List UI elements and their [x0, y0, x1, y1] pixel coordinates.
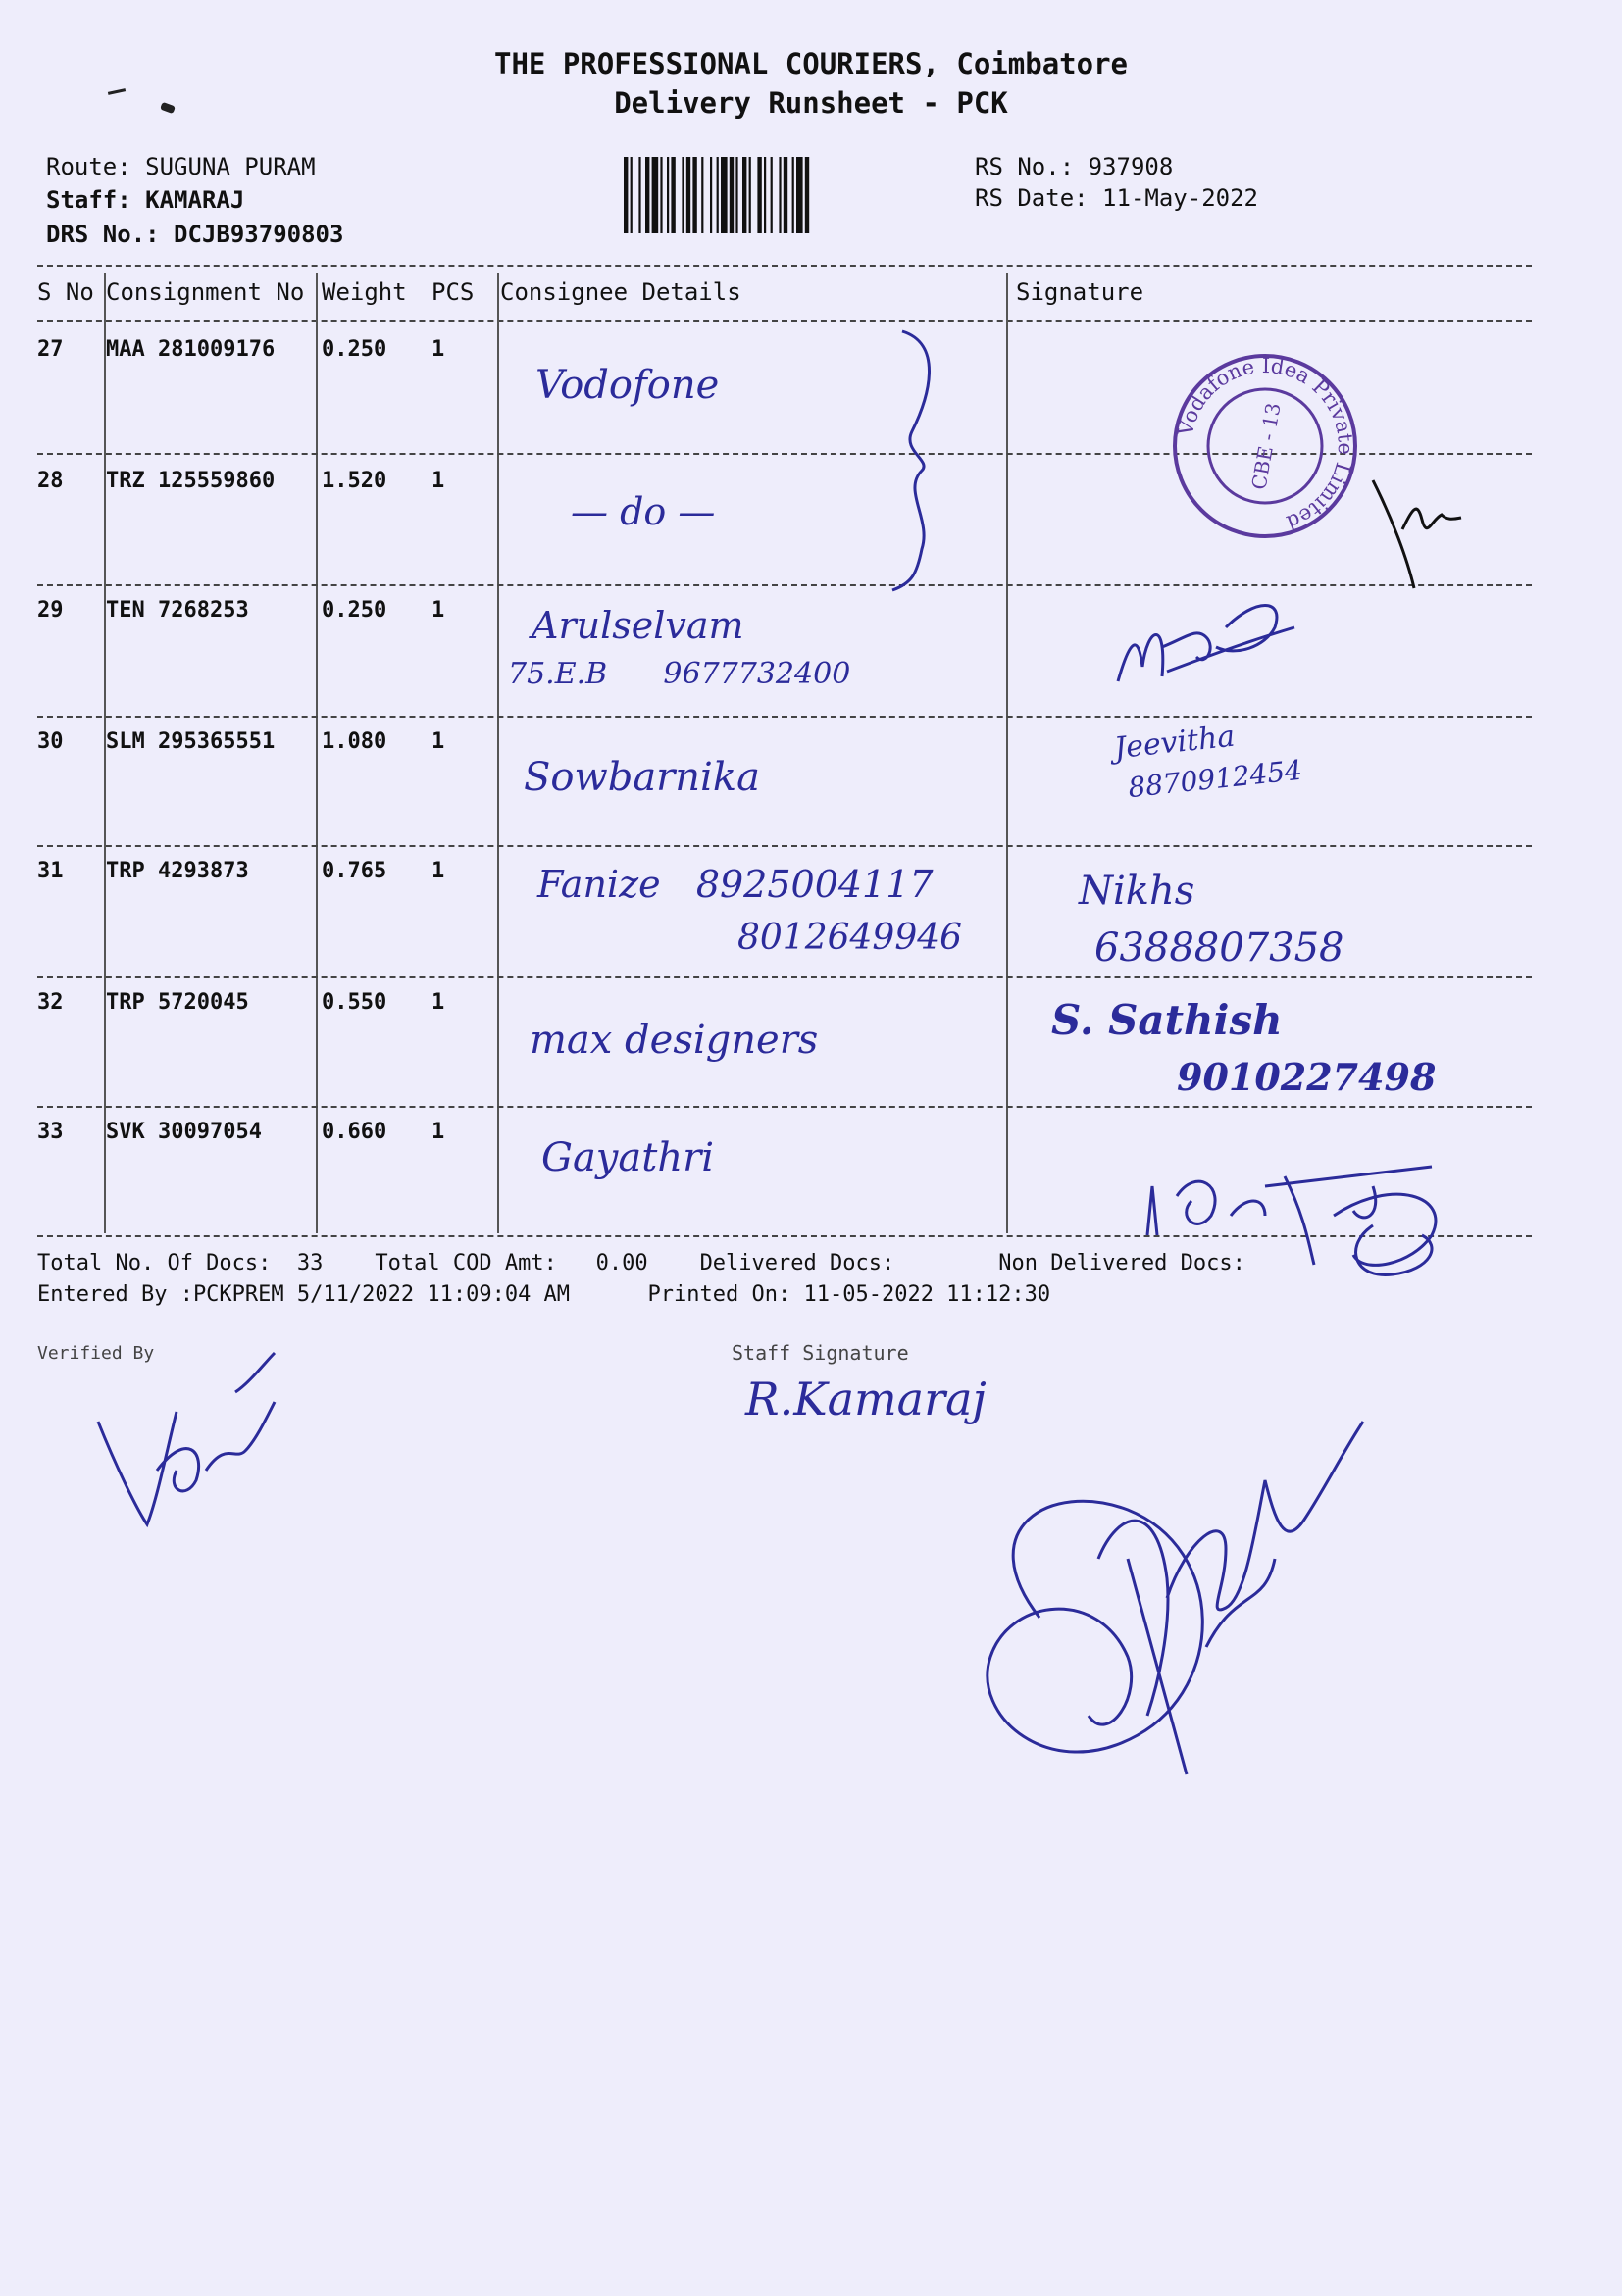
barcode-bar	[805, 157, 809, 233]
table-row	[0, 333, 1622, 451]
stamp-text: Vodafone Idea Private Limited	[1173, 353, 1358, 535]
non-delivered-docs-label: Non Delivered Docs:	[998, 1251, 1245, 1275]
total-docs-label: Total No. Of Docs:	[37, 1251, 272, 1275]
signature-row-29	[1108, 588, 1304, 696]
stamp-code: CBE - 13	[1246, 401, 1286, 492]
col-header-consignment: Consignment No	[106, 278, 305, 306]
row-weight: 1.520	[322, 469, 387, 493]
row-rule	[37, 976, 1532, 978]
row-weight: 0.550	[322, 990, 387, 1015]
printed-on: Printed On: 11-05-2022 11:12:30	[647, 1282, 1051, 1307]
table-row	[0, 986, 1622, 1104]
barcode-bar	[735, 157, 737, 233]
total-cod-value: 0.00	[595, 1251, 648, 1275]
barcode-bar	[757, 157, 761, 233]
rs-date-line	[975, 184, 1258, 212]
row-consignee: — do —	[571, 490, 716, 533]
barcode-bar	[682, 157, 684, 233]
row-sno: 28	[37, 469, 64, 493]
delivered-docs-label: Delivered Docs:	[699, 1251, 895, 1275]
barcode-bar	[771, 157, 773, 233]
row-consignment: TRP 5720045	[106, 990, 249, 1015]
row-pcs: 1	[431, 598, 445, 623]
row-pcs: 1	[431, 729, 445, 754]
rs-no-line	[975, 153, 1173, 180]
row-sno: 29	[37, 598, 64, 623]
row-sno: 32	[37, 990, 64, 1015]
staff-line	[46, 186, 244, 214]
barcode-bar	[710, 157, 712, 233]
table-row	[0, 855, 1622, 973]
route-value: SUGUNA PURAM	[145, 153, 316, 180]
footer-totals	[37, 1251, 1245, 1275]
barcode-bar	[671, 157, 675, 233]
row-receiver-name: Nikhs	[1079, 869, 1195, 914]
row-consignment: SLM 295365551	[106, 729, 276, 754]
row-weight: 0.250	[322, 598, 387, 623]
row-pcs: 1	[431, 337, 445, 362]
row-pcs: 1	[431, 1120, 445, 1144]
row-sno: 30	[37, 729, 64, 754]
barcode-bar	[784, 157, 787, 233]
row-sno: 31	[37, 859, 64, 883]
rs-date-value: 11-May-2022	[1102, 184, 1258, 212]
row-consignment: TRP 4293873	[106, 859, 249, 883]
rs-no-value: 937908	[1088, 153, 1174, 180]
brace-mark	[883, 324, 951, 598]
rs-no-label: RS No.:	[975, 153, 1075, 180]
barcode-bar	[692, 157, 696, 233]
row-consignee-detail: 8012649946	[737, 918, 963, 958]
row-consignee-detail: 75.E.B 9677732400	[508, 657, 851, 691]
row-receiver-phone: 8870912454	[1126, 753, 1304, 805]
row-weight: 1.080	[322, 729, 387, 754]
barcode-bar	[686, 157, 690, 233]
barcode-bar	[764, 157, 766, 233]
footer-audit	[37, 1282, 1050, 1307]
barcode-bar	[638, 157, 640, 233]
row-consignee: Sowbarnika	[524, 755, 760, 800]
row-rule	[37, 1106, 1532, 1108]
staff-signature-label: Staff Signature	[732, 1341, 909, 1365]
drs-value: DCJB93790803	[174, 221, 344, 248]
row-sno: 33	[37, 1120, 64, 1144]
barcode-bar	[631, 157, 633, 233]
barcode-bar	[701, 157, 703, 233]
verified-signature	[78, 1333, 294, 1549]
row-consignment: TEN 7268253	[106, 598, 249, 623]
table-top-rule	[37, 265, 1532, 267]
row-consignee: Vodofone	[535, 363, 720, 408]
row-rule	[37, 716, 1532, 718]
table-row	[0, 594, 1622, 712]
drs-label: DRS No.:	[46, 221, 160, 248]
col-header-consignee: Consignee Details	[500, 278, 741, 306]
barcode-bar	[624, 157, 628, 233]
row-consignment: SVK 30097054	[106, 1120, 262, 1144]
table-row	[0, 719, 1622, 843]
row-consignment: TRZ 125559860	[106, 469, 276, 493]
barcode-bar	[730, 157, 734, 233]
col-header-signature: Signature	[1016, 278, 1144, 306]
authorized-signature	[932, 1363, 1402, 1794]
row-receiver-name: S. Sathish	[1051, 996, 1283, 1044]
row-weight: 0.250	[322, 337, 387, 362]
barcode-bar	[667, 157, 669, 233]
route-line	[46, 153, 316, 180]
row-rule	[37, 584, 1532, 586]
row-weight: 0.660	[322, 1120, 387, 1144]
row-receiver-phone: 6388807358	[1094, 925, 1344, 971]
signature-row-27	[1353, 461, 1471, 598]
row-consignee: Arulselvam	[532, 604, 744, 647]
row-pcs: 1	[431, 990, 445, 1015]
row-consignee: Fanize 8925004117	[537, 863, 934, 906]
barcode	[624, 157, 902, 233]
row-pcs: 1	[431, 469, 445, 493]
staff-value: KAMARAJ	[145, 186, 245, 214]
barcode-bar	[660, 157, 662, 233]
row-pcs: 1	[431, 859, 445, 883]
staff-label: Staff:	[46, 186, 131, 214]
row-receiver-name: Jeevitha	[1112, 719, 1237, 767]
barcode-bar	[742, 157, 746, 233]
scribble-mark	[1343, 1216, 1451, 1284]
total-cod-label: Total COD Amt:	[375, 1251, 557, 1275]
entered-by: Entered By :PCKPREM 5/11/2022 11:09:04 AM	[37, 1282, 571, 1307]
row-weight: 0.765	[322, 859, 387, 883]
barcode-bar	[779, 157, 781, 233]
row-receiver-phone: 9010227498	[1177, 1055, 1437, 1099]
barcode-bar	[749, 157, 751, 233]
document-subtitle: Delivery Runsheet - PCK	[614, 86, 1008, 120]
company-stamp	[1167, 348, 1363, 544]
barcode-bar	[796, 157, 803, 233]
row-consignee: max designers	[530, 1018, 819, 1063]
row-rule	[37, 845, 1532, 847]
row-sno: 27	[37, 337, 64, 362]
col-header-sno: S No	[37, 278, 94, 306]
row-consignment: MAA 281009176	[106, 337, 276, 362]
row-consignee: Gayathri	[541, 1135, 714, 1180]
document-title: THE PROFESSIONAL COURIERS, Coimbatore	[493, 47, 1128, 80]
drs-line	[46, 221, 343, 248]
barcode-bar	[652, 157, 659, 233]
barcode-bar	[645, 157, 649, 233]
col-header-weight: Weight	[322, 278, 407, 306]
rs-date-label: RS Date:	[975, 184, 1089, 212]
staff-signature-name: R.Kamaraj	[745, 1373, 987, 1425]
col-header-pcs: PCS	[431, 278, 475, 306]
verified-by-label: Verified By	[37, 1343, 155, 1364]
total-docs-value: 33	[296, 1251, 324, 1275]
barcode-bar	[792, 157, 794, 233]
route-label: Route:	[46, 153, 131, 180]
barcode-bar	[717, 157, 719, 233]
barcode-bar	[721, 157, 728, 233]
table-header-rule	[37, 320, 1532, 322]
